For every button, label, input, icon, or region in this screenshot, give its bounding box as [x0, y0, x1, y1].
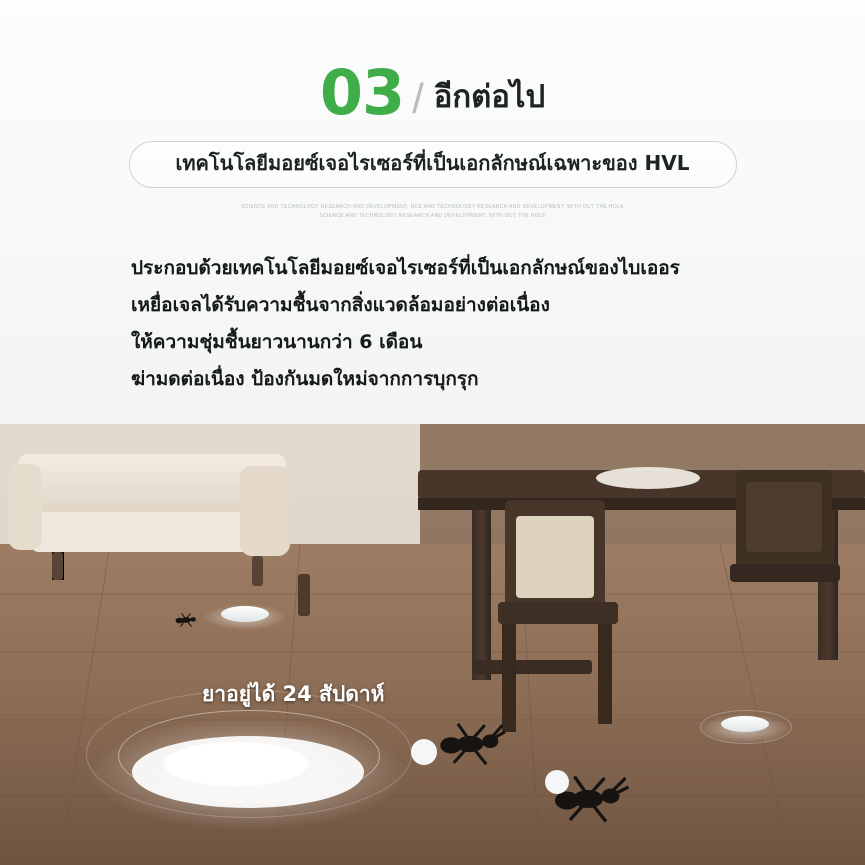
headline-row — [0, 56, 865, 129]
subtitle-pill — [129, 141, 737, 188]
micro-caption-line-2: SCIENCE AND TECHNOLOGY RESEARCH AND DEVELOPMENT, WITH OUT THE HOLE — [319, 213, 546, 220]
gel-bait-large — [88, 718, 408, 830]
subtitle-text: เทคโนโลยีมอยซ์เจอไรเซอร์ที่เป็นเอกลักษณ์เฉพาะของ HVL — [175, 151, 690, 175]
micro-caption — [223, 203, 643, 222]
body-line: ประกอบด้วยเทคโนโลยีมอยซ์เจอไรเซอร์ที่เป็นเอกลักษณ์ของไบเออร — [131, 257, 680, 279]
gel-bait-small-left — [203, 604, 287, 630]
dining-chair-back — [730, 470, 840, 582]
headline-divider: / — [412, 75, 424, 122]
headline-text: อีกต่อไป — [433, 78, 546, 115]
photo-caption: ยาอยู่ได้ 24 สัปดาห์ — [202, 682, 385, 706]
body-line: เหยื่อเจลได้รับความชื้นจากสิ่งแวดล้อมอย่างต่อเนื่อง — [131, 294, 550, 317]
room-photo — [0, 424, 865, 865]
body-line: ให้ความชุ่มชื้นยาวนานกว่า 6 เดือน — [131, 331, 423, 354]
micro-caption-line-1: SCIENCE AND TECHNOLOGY RESEARCH AND DEVELOPMENT, NCE AND TECHNOLOGY RESEARCH AND DEVELOPMENT, WITH OUT THE HOLE — [241, 204, 624, 210]
body-line: ฆ่ามดต่อเนื่อง ป้องกันมดใหม่จากการบุกรุก — [131, 368, 479, 391]
section-number: 03 — [319, 56, 405, 129]
gel-bait-small-right — [699, 714, 791, 744]
room-photo-illustration — [0, 424, 865, 865]
body-text-block — [131, 250, 791, 398]
